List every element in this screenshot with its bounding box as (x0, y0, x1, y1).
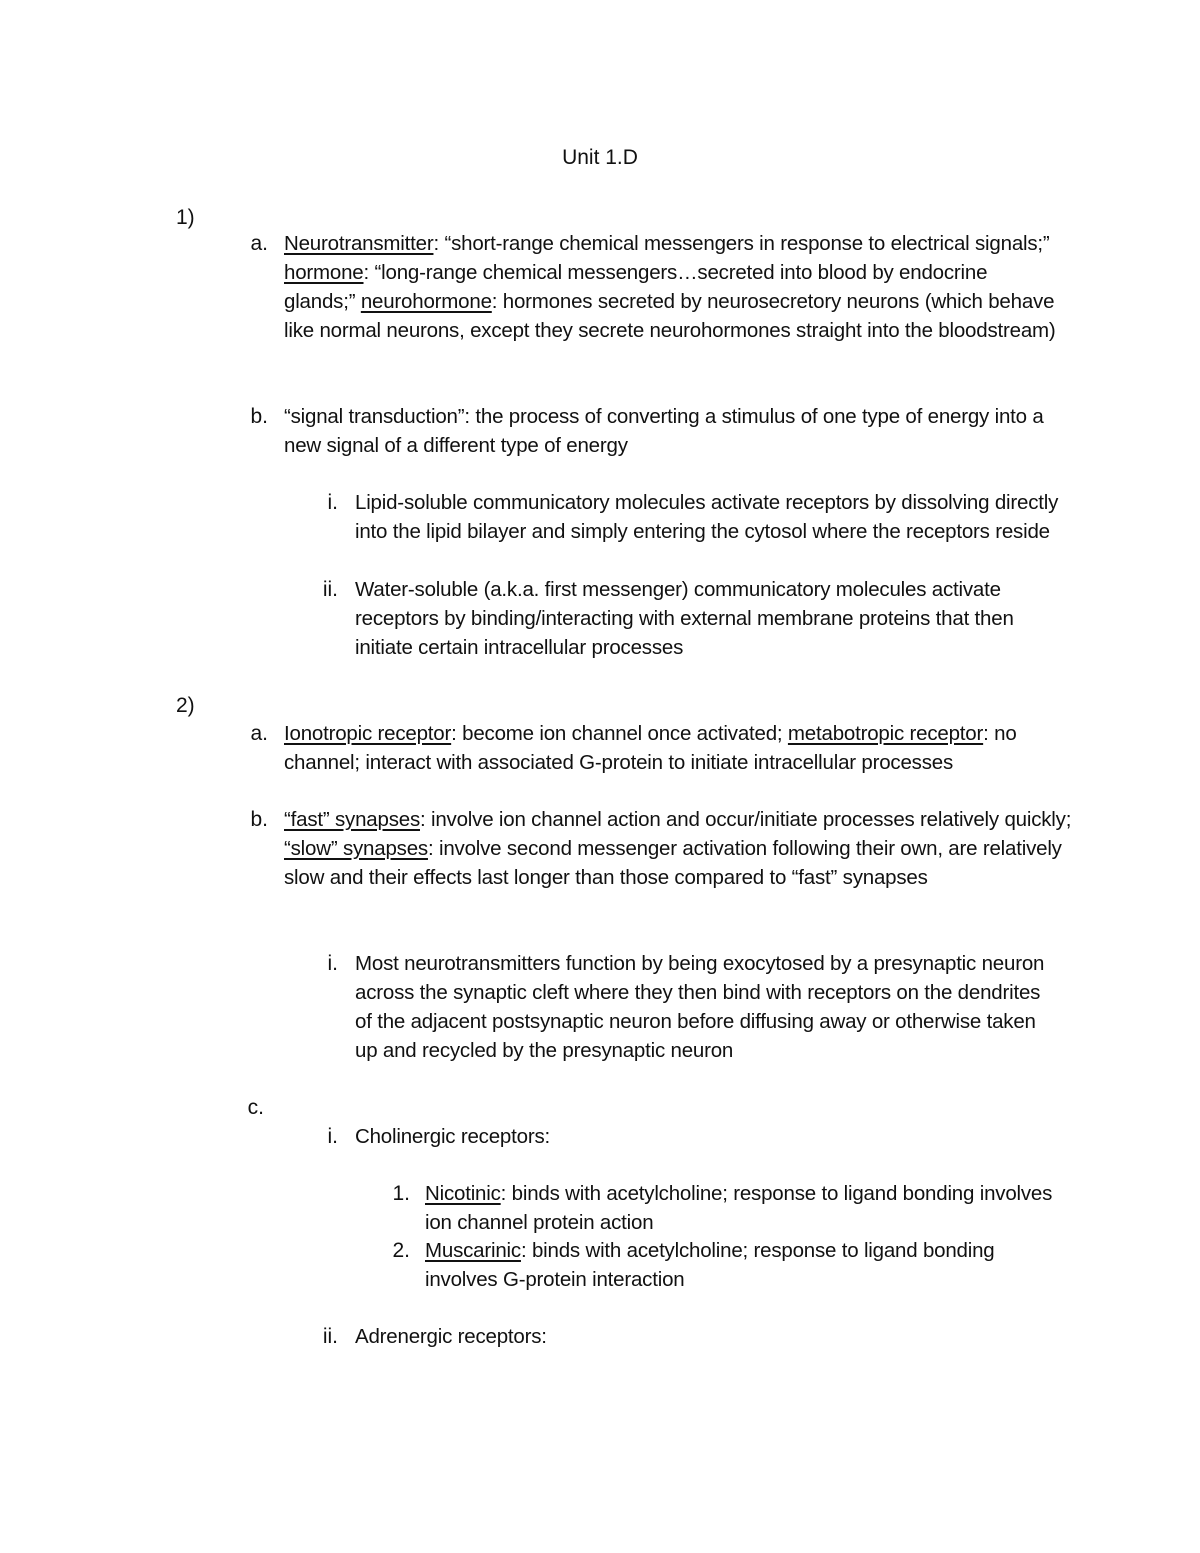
term-ionotropic-receptor: Ionotropic receptor (284, 722, 452, 745)
term-neurotransmitter: Neurotransmitter (284, 232, 434, 255)
q2-b-marker: b. (250, 808, 268, 831)
q1-b-i-marker: i. (327, 491, 338, 514)
q2-c-1-marker: 1. (392, 1182, 410, 1205)
term-muscarinic: Muscarinic (425, 1239, 521, 1262)
q1-b-marker: b. (250, 405, 268, 428)
q1-a-text: Neurotransmitter: “short-range chemical messengers in response to electrical signals;” hormone: “long-range chemical messengers…secreted into blood by endocrine glands;” neurohormone: hormones secreted by neurosecretory neurons (which behave like normal neurons, except they secrete neurohormones straight into the bloodstream) (284, 232, 1056, 342)
question-2-number: 2) (176, 694, 195, 717)
term-slow-synapses: “slow” synapses (284, 837, 428, 860)
q2-c-marker: c. (247, 1096, 264, 1119)
term-neurohormone: neurohormone (360, 290, 492, 313)
q1-b-ii-marker: ii. (322, 578, 338, 601)
term-metabotropic-receptor: metabotropic receptor (787, 722, 984, 745)
term-nicotinic: Nicotinic (425, 1182, 501, 1205)
q2-b-i-marker: i. (327, 952, 338, 975)
q2-a-text: Ionotropic receptor: become ion channel once activated; metabotropic receptor: no channel; interact with associated G-protein to initiate intracellular processes (284, 722, 1017, 774)
q2-c-ii-text: Adrenergic receptors: (355, 1325, 547, 1348)
q1-b-ii-text: Water-soluble (a.k.a. first messenger) communicatory molecules activate receptors by binding/interacting with external membrane proteins that then initiate certain intracellular processes (355, 578, 1014, 659)
q2-c-ii-marker: ii. (322, 1325, 338, 1348)
q2-c-2-marker: 2. (392, 1239, 410, 1262)
q2-c-2-text: Muscarinic: binds with acetylcholine; response to ligand bonding involves G-protein interaction (425, 1239, 995, 1291)
q1-b-text: “signal transduction”: the process of converting a stimulus of one type of energy into a new signal of a different type of energy (284, 405, 1044, 457)
q2-a-marker: a. (250, 722, 268, 745)
question-1-number: 1) (176, 206, 195, 229)
term-hormone: hormone (284, 261, 364, 284)
q2-b-text: “fast” synapses: involve ion channel action and occur/initiate processes relatively quickly; “slow” synapses: involve second messenger activation following their own, are relatively slow and their effects last longer than those compared to “fast” synapses (284, 808, 1072, 889)
q2-c-i-text: Cholinergic receptors: (355, 1125, 550, 1148)
q2-b-i-text: Most neurotransmitters function by being exocytosed by a presynaptic neuron across the synaptic cleft where they then bind with receptors on the dendrites of the adjacent postsynaptic neuron before diffusing away or otherwise taken up and recycled by the presynaptic neuron (355, 952, 1045, 1062)
q2-c-1-text: Nicotinic: binds with acetylcholine; response to ligand bonding involves ion channel protein action (425, 1182, 1053, 1234)
page-title: Unit 1.D (562, 146, 638, 169)
q2-c-i-marker: i. (327, 1125, 338, 1148)
term-fast-synapses: “fast” synapses (284, 808, 420, 831)
q1-a-marker: a. (250, 232, 268, 255)
q1-b-i-text: Lipid-soluble communicatory molecules activate receptors by dissolving directly into the lipid bilayer and simply entering the cytosol where the receptors reside (355, 491, 1059, 543)
